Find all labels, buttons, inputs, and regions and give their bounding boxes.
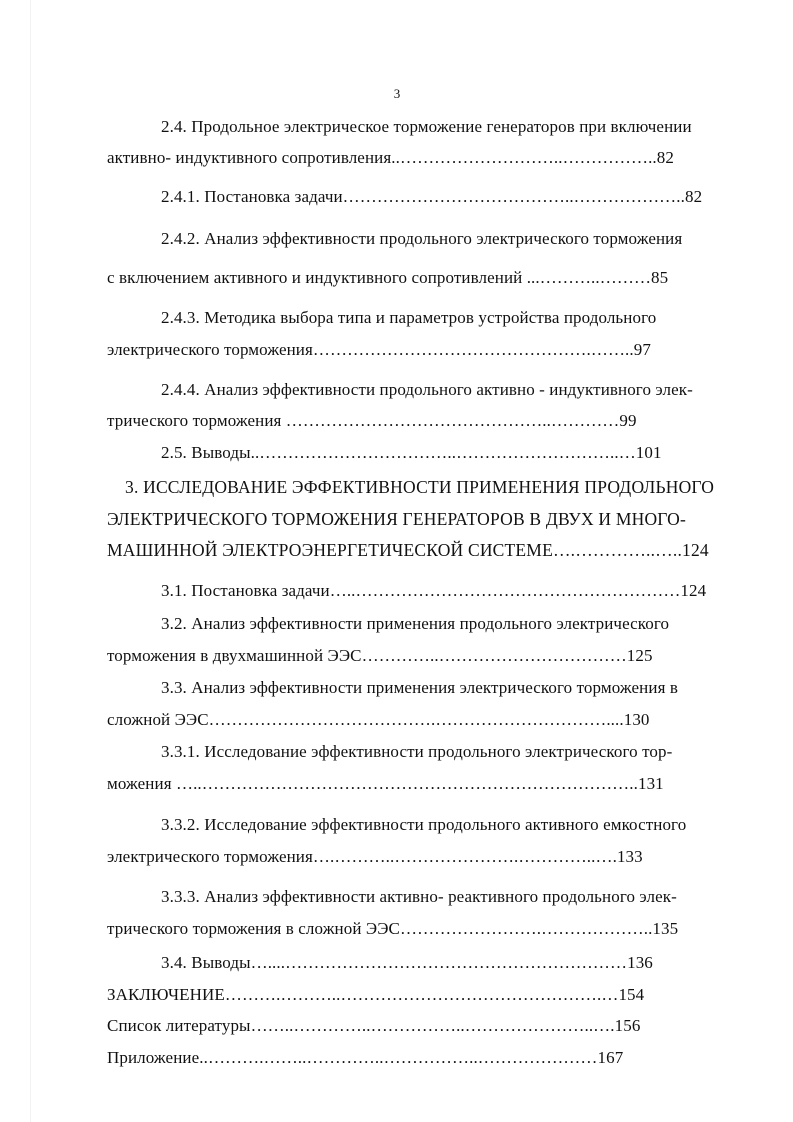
toc-line: 3.3.1. Исследование эффективности продольного электрического тор- [161, 742, 673, 761]
scan-edge-shadow [30, 0, 31, 1122]
toc-chapter-line: МАШИННОЙ ЭЛЕКТРОЭНЕРГЕТИЧЕСКОЙ СИСТЕМЕ….…………..…..124 [107, 540, 709, 560]
toc-line: Список литературы……..…………..……………..…………………..….156 [107, 1016, 641, 1035]
toc-line: 3.1. Постановка задачи…..…………………………………………………124 [161, 581, 707, 600]
toc-line: электрического торможения….………..………………….…………..….133 [107, 847, 643, 866]
toc-line: 3.3. Анализ эффективности применения электрического торможения в [161, 678, 678, 697]
toc-line: сложной ЭЭС………………………………….…………………………....130 [107, 710, 650, 729]
toc-line: можения …..…………………………………………………………………..131 [107, 774, 664, 793]
toc-line: 2.4.1. Постановка задачи…………………………………..………………..82 [161, 187, 703, 206]
toc-line: электрического торможения………………………………………….……..97 [107, 340, 651, 359]
toc-line: 3.2. Анализ эффективности применения продольного электрического [161, 614, 670, 633]
toc-line: трического торможения ………………………………………..…………99 [107, 411, 637, 430]
toc-line: трического торможения в сложной ЭЭС…………………….………………..135 [107, 919, 679, 938]
toc-line: 3.3.2. Исследование эффективности продольного активного емкостного [161, 815, 687, 834]
toc-line: Приложение..……….……..…………..……………..…………………167 [107, 1048, 624, 1067]
toc-line: 2.4.3. Методика выбора типа и параметров устройства продольного [161, 308, 657, 327]
toc-line: 3.3.3. Анализ эффективности активно- реактивного продольного элек- [161, 887, 677, 906]
toc-line: с включением активного и индуктивного сопротивлений ...………..………85 [107, 268, 669, 287]
toc-line: 2.4. Продольное электрическое торможение генераторов при включении [161, 117, 692, 136]
toc-line: 2.4.4. Анализ эффективности продольного активно - индуктивного элек- [161, 380, 693, 399]
toc-line: 3.4. Выводы…....……………………………………………………136 [161, 953, 653, 972]
toc-line: 2.4.2. Анализ эффективности продольного электрического торможения [161, 229, 683, 248]
toc-line: ЗАКЛЮЧЕНИЕ……….………..……………………………………….…154 [107, 985, 645, 1004]
toc-line: торможения в двухмашинной ЭЭС…………..……………………………125 [107, 646, 653, 665]
toc-chapter-line: 3. ИССЛЕДОВАНИЕ ЭФФЕКТИВНОСТИ ПРИМЕНЕНИЯ ПРОДОЛЬНОГО [125, 477, 715, 497]
toc-line: активно- индуктивного сопротивления..………………………..……………..82 [107, 148, 674, 167]
toc-line: 2.5. Выводы..……………………………..………………………..…101 [161, 443, 662, 462]
page-number: 3 [393, 86, 401, 101]
toc-chapter-line: ЭЛЕКТРИЧЕСКОГО ТОРМОЖЕНИЯ ГЕНЕРАТОРОВ В ДВУХ И МНОГО- [107, 509, 687, 529]
